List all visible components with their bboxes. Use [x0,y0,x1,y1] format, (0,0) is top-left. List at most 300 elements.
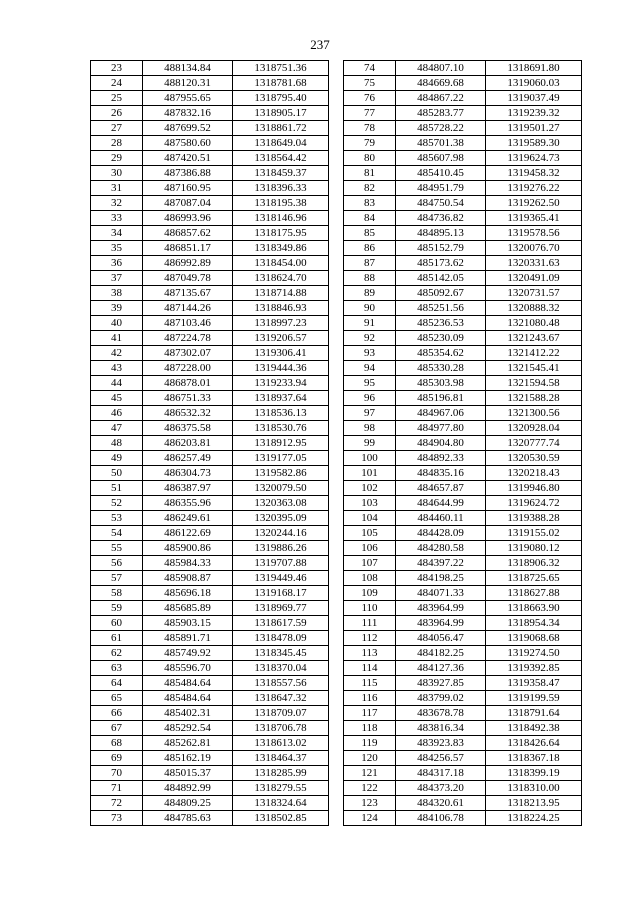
y-coordinate-cell: 1321594.58 [486,376,582,391]
point-number-cell: 81 [344,166,396,181]
x-coordinate-cell: 483923.83 [396,736,486,751]
point-number-cell: 102 [344,481,396,496]
point-number-cell: 122 [344,781,396,796]
x-coordinate-cell: 485292.54 [143,721,233,736]
point-number-cell: 54 [91,526,143,541]
x-coordinate-cell: 485330.28 [396,361,486,376]
point-number-cell: 83 [344,196,396,211]
x-coordinate-cell: 484106.78 [396,811,486,826]
point-number-cell: 86 [344,241,396,256]
y-coordinate-cell: 1319582.86 [233,466,329,481]
table-row [344,466,582,481]
x-coordinate-cell: 483964.99 [396,601,486,616]
x-coordinate-cell: 484198.25 [396,571,486,586]
y-coordinate-cell: 1320331.63 [486,256,582,271]
y-coordinate-cell: 1319578.56 [486,226,582,241]
table-row [91,241,329,256]
y-coordinate-cell: 1318349.86 [233,241,329,256]
table-row [91,331,329,346]
x-coordinate-cell: 485701.38 [396,136,486,151]
table-row [91,286,329,301]
y-coordinate-cell: 1319262.50 [486,196,582,211]
x-coordinate-cell: 487087.04 [143,196,233,211]
point-number-cell: 110 [344,601,396,616]
y-coordinate-cell: 1319358.47 [486,676,582,691]
y-coordinate-cell: 1318997.23 [233,316,329,331]
x-coordinate-cell: 486878.01 [143,376,233,391]
table-row [344,136,582,151]
x-coordinate-cell: 485236.53 [396,316,486,331]
point-number-cell: 53 [91,511,143,526]
table-row [344,181,582,196]
table-row [344,376,582,391]
coordinates-table-left [90,60,329,826]
point-number-cell: 32 [91,196,143,211]
point-number-cell: 93 [344,346,396,361]
y-coordinate-cell: 1319274.50 [486,646,582,661]
table-row [344,496,582,511]
table-row [91,691,329,706]
x-coordinate-cell: 483927.85 [396,676,486,691]
point-number-cell: 115 [344,676,396,691]
y-coordinate-cell: 1320928.04 [486,421,582,436]
x-coordinate-cell: 484056.47 [396,631,486,646]
point-number-cell: 78 [344,121,396,136]
x-coordinate-cell: 485607.98 [396,151,486,166]
x-coordinate-cell: 483678.78 [396,706,486,721]
table-row [91,91,329,106]
table-row [344,601,582,616]
y-coordinate-cell: 1320491.09 [486,271,582,286]
x-coordinate-cell: 483964.99 [396,616,486,631]
table-row [344,331,582,346]
table-row [344,226,582,241]
x-coordinate-cell: 485251.56 [396,301,486,316]
point-number-cell: 25 [91,91,143,106]
y-coordinate-cell: 1318706.78 [233,721,329,736]
y-coordinate-cell: 1321243.67 [486,331,582,346]
x-coordinate-cell: 486257.49 [143,451,233,466]
y-coordinate-cell: 1319080.12 [486,541,582,556]
point-number-cell: 79 [344,136,396,151]
y-coordinate-cell: 1319306.41 [233,346,329,361]
x-coordinate-cell: 484127.36 [396,661,486,676]
point-number-cell: 87 [344,256,396,271]
table-row [91,316,329,331]
table-row [344,91,582,106]
table-row [344,661,582,676]
point-number-cell: 59 [91,601,143,616]
x-coordinate-cell: 484967.06 [396,406,486,421]
point-number-cell: 99 [344,436,396,451]
table-row [344,256,582,271]
table-row [91,136,329,151]
y-coordinate-cell: 1318195.38 [233,196,329,211]
table-row [91,256,329,271]
y-coordinate-cell: 1319886.26 [233,541,329,556]
table-row [344,301,582,316]
table-row [91,376,329,391]
x-coordinate-cell: 484657.87 [396,481,486,496]
table-row [91,676,329,691]
x-coordinate-cell: 484904.80 [396,436,486,451]
table-row [344,676,582,691]
y-coordinate-cell: 1318937.64 [233,391,329,406]
table-row [91,631,329,646]
table-row [91,796,329,811]
x-coordinate-cell: 484750.54 [396,196,486,211]
x-coordinate-cell: 485984.33 [143,556,233,571]
point-number-cell: 44 [91,376,143,391]
point-number-cell: 24 [91,76,143,91]
x-coordinate-cell: 486993.96 [143,211,233,226]
y-coordinate-cell: 1318502.85 [233,811,329,826]
x-coordinate-cell: 485162.19 [143,751,233,766]
x-coordinate-cell: 484892.99 [143,781,233,796]
point-number-cell: 72 [91,796,143,811]
table-row [91,391,329,406]
table-row [344,271,582,286]
point-number-cell: 36 [91,256,143,271]
y-coordinate-cell: 1318725.65 [486,571,582,586]
table-row [344,586,582,601]
table-row [344,106,582,121]
table-row [91,421,329,436]
point-number-cell: 100 [344,451,396,466]
table-row [91,481,329,496]
y-coordinate-cell: 1318492.38 [486,721,582,736]
point-number-cell: 60 [91,616,143,631]
point-number-cell: 47 [91,421,143,436]
x-coordinate-cell: 483799.02 [396,691,486,706]
y-coordinate-cell: 1318345.45 [233,646,329,661]
y-coordinate-cell: 1319458.32 [486,166,582,181]
table-row [91,466,329,481]
table-row [91,721,329,736]
point-number-cell: 121 [344,766,396,781]
y-coordinate-cell: 1320777.74 [486,436,582,451]
table-row [91,106,329,121]
table-row [91,346,329,361]
x-coordinate-cell: 485402.31 [143,706,233,721]
x-coordinate-cell: 485891.71 [143,631,233,646]
x-coordinate-cell: 484428.09 [396,526,486,541]
x-coordinate-cell: 487955.65 [143,91,233,106]
y-coordinate-cell: 1319444.36 [233,361,329,376]
x-coordinate-cell: 487386.88 [143,166,233,181]
table-row [91,646,329,661]
x-coordinate-cell: 485354.62 [396,346,486,361]
point-number-cell: 58 [91,586,143,601]
y-coordinate-cell: 1318781.68 [233,76,329,91]
table-row [91,121,329,136]
point-number-cell: 124 [344,811,396,826]
x-coordinate-cell: 485283.77 [396,106,486,121]
x-coordinate-cell: 485900.86 [143,541,233,556]
x-coordinate-cell: 483816.34 [396,721,486,736]
y-coordinate-cell: 1319365.41 [486,211,582,226]
y-coordinate-cell: 1319501.27 [486,121,582,136]
table-row [91,766,329,781]
y-coordinate-cell: 1318795.40 [233,91,329,106]
table-row [91,811,329,826]
point-number-cell: 29 [91,151,143,166]
x-coordinate-cell: 485230.09 [396,331,486,346]
point-number-cell: 76 [344,91,396,106]
y-coordinate-cell: 1320218.43 [486,466,582,481]
x-coordinate-cell: 485685.89 [143,601,233,616]
table-row [91,781,329,796]
x-coordinate-cell: 487049.78 [143,271,233,286]
x-coordinate-cell: 484317.18 [396,766,486,781]
y-coordinate-cell: 1318557.56 [233,676,329,691]
table-row [344,751,582,766]
point-number-cell: 45 [91,391,143,406]
y-coordinate-cell: 1319168.17 [233,586,329,601]
table-row [91,526,329,541]
x-coordinate-cell: 484460.11 [396,511,486,526]
point-number-cell: 104 [344,511,396,526]
point-number-cell: 84 [344,211,396,226]
y-coordinate-cell: 1320530.59 [486,451,582,466]
x-coordinate-cell: 485696.18 [143,586,233,601]
y-coordinate-cell: 1318647.32 [233,691,329,706]
point-number-cell: 94 [344,361,396,376]
x-coordinate-cell: 484373.20 [396,781,486,796]
x-coordinate-cell: 486355.96 [143,496,233,511]
y-coordinate-cell: 1318367.18 [486,751,582,766]
x-coordinate-cell: 484256.57 [396,751,486,766]
point-number-cell: 57 [91,571,143,586]
table-row [91,301,329,316]
x-coordinate-cell: 485152.79 [396,241,486,256]
y-coordinate-cell: 1318464.37 [233,751,329,766]
y-coordinate-cell: 1319392.85 [486,661,582,676]
table-row [344,76,582,91]
y-coordinate-cell: 1320076.70 [486,241,582,256]
point-number-cell: 63 [91,661,143,676]
table-row [344,61,582,76]
x-coordinate-cell: 487420.51 [143,151,233,166]
point-number-cell: 91 [344,316,396,331]
y-coordinate-cell: 1318969.77 [233,601,329,616]
table-row [344,541,582,556]
table-row [91,436,329,451]
x-coordinate-cell: 485728.22 [396,121,486,136]
point-number-cell: 48 [91,436,143,451]
table-row [344,436,582,451]
table-row [344,811,582,826]
point-number-cell: 82 [344,181,396,196]
y-coordinate-cell: 1318954.34 [486,616,582,631]
y-coordinate-cell: 1318399.19 [486,766,582,781]
table-row [91,61,329,76]
x-coordinate-cell: 486751.33 [143,391,233,406]
x-coordinate-cell: 484835.16 [396,466,486,481]
y-coordinate-cell: 1319060.03 [486,76,582,91]
x-coordinate-cell: 488134.84 [143,61,233,76]
point-number-cell: 80 [344,151,396,166]
y-coordinate-cell: 1319624.73 [486,151,582,166]
x-coordinate-cell: 484785.63 [143,811,233,826]
y-coordinate-cell: 1321300.56 [486,406,582,421]
x-coordinate-cell: 485903.15 [143,616,233,631]
x-coordinate-cell: 485092.67 [396,286,486,301]
y-coordinate-cell: 1319276.22 [486,181,582,196]
y-coordinate-cell: 1318310.00 [486,781,582,796]
table-row [91,181,329,196]
table-row [344,796,582,811]
table-row [91,556,329,571]
point-number-cell: 61 [91,631,143,646]
x-coordinate-cell: 484951.79 [396,181,486,196]
y-coordinate-cell: 1319177.05 [233,451,329,466]
y-coordinate-cell: 1319946.80 [486,481,582,496]
x-coordinate-cell: 487160.95 [143,181,233,196]
y-coordinate-cell: 1318224.25 [486,811,582,826]
point-number-cell: 97 [344,406,396,421]
table-row [344,451,582,466]
x-coordinate-cell: 484280.58 [396,541,486,556]
x-coordinate-cell: 486992.89 [143,256,233,271]
y-coordinate-cell: 1319388.28 [486,511,582,526]
table-row [91,76,329,91]
y-coordinate-cell: 1318454.00 [233,256,329,271]
table-row [91,586,329,601]
point-number-cell: 95 [344,376,396,391]
point-number-cell: 116 [344,691,396,706]
table-row [91,196,329,211]
y-coordinate-cell: 1318714.88 [233,286,329,301]
y-coordinate-cell: 1320731.57 [486,286,582,301]
x-coordinate-cell: 487580.60 [143,136,233,151]
x-coordinate-cell: 486304.73 [143,466,233,481]
table-row [91,751,329,766]
y-coordinate-cell: 1318213.95 [486,796,582,811]
x-coordinate-cell: 484895.13 [396,226,486,241]
table-row [91,571,329,586]
x-coordinate-cell: 484977.80 [396,421,486,436]
y-coordinate-cell: 1318751.36 [233,61,329,76]
x-coordinate-cell: 486203.81 [143,436,233,451]
x-coordinate-cell: 487144.26 [143,301,233,316]
x-coordinate-cell: 485908.87 [143,571,233,586]
x-coordinate-cell: 484071.33 [396,586,486,601]
y-coordinate-cell: 1318146.96 [233,211,329,226]
y-coordinate-cell: 1318175.95 [233,226,329,241]
table-row [344,631,582,646]
table-row [91,151,329,166]
table-row [344,121,582,136]
y-coordinate-cell: 1318324.64 [233,796,329,811]
point-number-cell: 118 [344,721,396,736]
point-number-cell: 67 [91,721,143,736]
table-row [344,391,582,406]
x-coordinate-cell: 484736.82 [396,211,486,226]
table-row [91,496,329,511]
table-row [344,241,582,256]
point-number-cell: 46 [91,406,143,421]
x-coordinate-cell: 487135.67 [143,286,233,301]
x-coordinate-cell: 485410.45 [396,166,486,181]
y-coordinate-cell: 1318617.59 [233,616,329,631]
point-number-cell: 70 [91,766,143,781]
table-row [91,166,329,181]
point-number-cell: 26 [91,106,143,121]
point-number-cell: 120 [344,751,396,766]
x-coordinate-cell: 485484.64 [143,691,233,706]
y-coordinate-cell: 1318279.55 [233,781,329,796]
x-coordinate-cell: 488120.31 [143,76,233,91]
y-coordinate-cell: 1318791.64 [486,706,582,721]
point-number-cell: 106 [344,541,396,556]
y-coordinate-cell: 1318370.04 [233,661,329,676]
point-number-cell: 101 [344,466,396,481]
y-coordinate-cell: 1320244.16 [233,526,329,541]
point-number-cell: 65 [91,691,143,706]
table-row [344,481,582,496]
point-number-cell: 64 [91,676,143,691]
y-coordinate-cell: 1319239.32 [486,106,582,121]
y-coordinate-cell: 1318459.37 [233,166,329,181]
point-number-cell: 119 [344,736,396,751]
point-number-cell: 50 [91,466,143,481]
y-coordinate-cell: 1318396.33 [233,181,329,196]
point-number-cell: 37 [91,271,143,286]
table-row [91,226,329,241]
point-number-cell: 52 [91,496,143,511]
y-coordinate-cell: 1318912.95 [233,436,329,451]
point-number-cell: 33 [91,211,143,226]
x-coordinate-cell: 484644.99 [396,496,486,511]
x-coordinate-cell: 484182.25 [396,646,486,661]
x-coordinate-cell: 484669.68 [396,76,486,91]
y-coordinate-cell: 1319155.02 [486,526,582,541]
x-coordinate-cell: 485262.81 [143,736,233,751]
point-number-cell: 75 [344,76,396,91]
point-number-cell: 39 [91,301,143,316]
x-coordinate-cell: 487832.16 [143,106,233,121]
table-row [344,616,582,631]
point-number-cell: 41 [91,331,143,346]
x-coordinate-cell: 487699.52 [143,121,233,136]
x-coordinate-cell: 487224.78 [143,331,233,346]
y-coordinate-cell: 1318663.90 [486,601,582,616]
table-row [344,151,582,166]
point-number-cell: 71 [91,781,143,796]
point-number-cell: 68 [91,736,143,751]
x-coordinate-cell: 486532.32 [143,406,233,421]
point-number-cell: 98 [344,421,396,436]
table-row [344,571,582,586]
point-number-cell: 55 [91,541,143,556]
table-row [344,406,582,421]
y-coordinate-cell: 1318709.07 [233,706,329,721]
point-number-cell: 123 [344,796,396,811]
point-number-cell: 66 [91,706,143,721]
x-coordinate-cell: 486122.69 [143,526,233,541]
table-row [344,526,582,541]
point-number-cell: 114 [344,661,396,676]
y-coordinate-cell: 1318649.04 [233,136,329,151]
table-row [91,541,329,556]
point-number-cell: 109 [344,586,396,601]
y-coordinate-cell: 1318691.80 [486,61,582,76]
table-row [91,451,329,466]
point-number-cell: 85 [344,226,396,241]
point-number-cell: 23 [91,61,143,76]
point-number-cell: 90 [344,301,396,316]
